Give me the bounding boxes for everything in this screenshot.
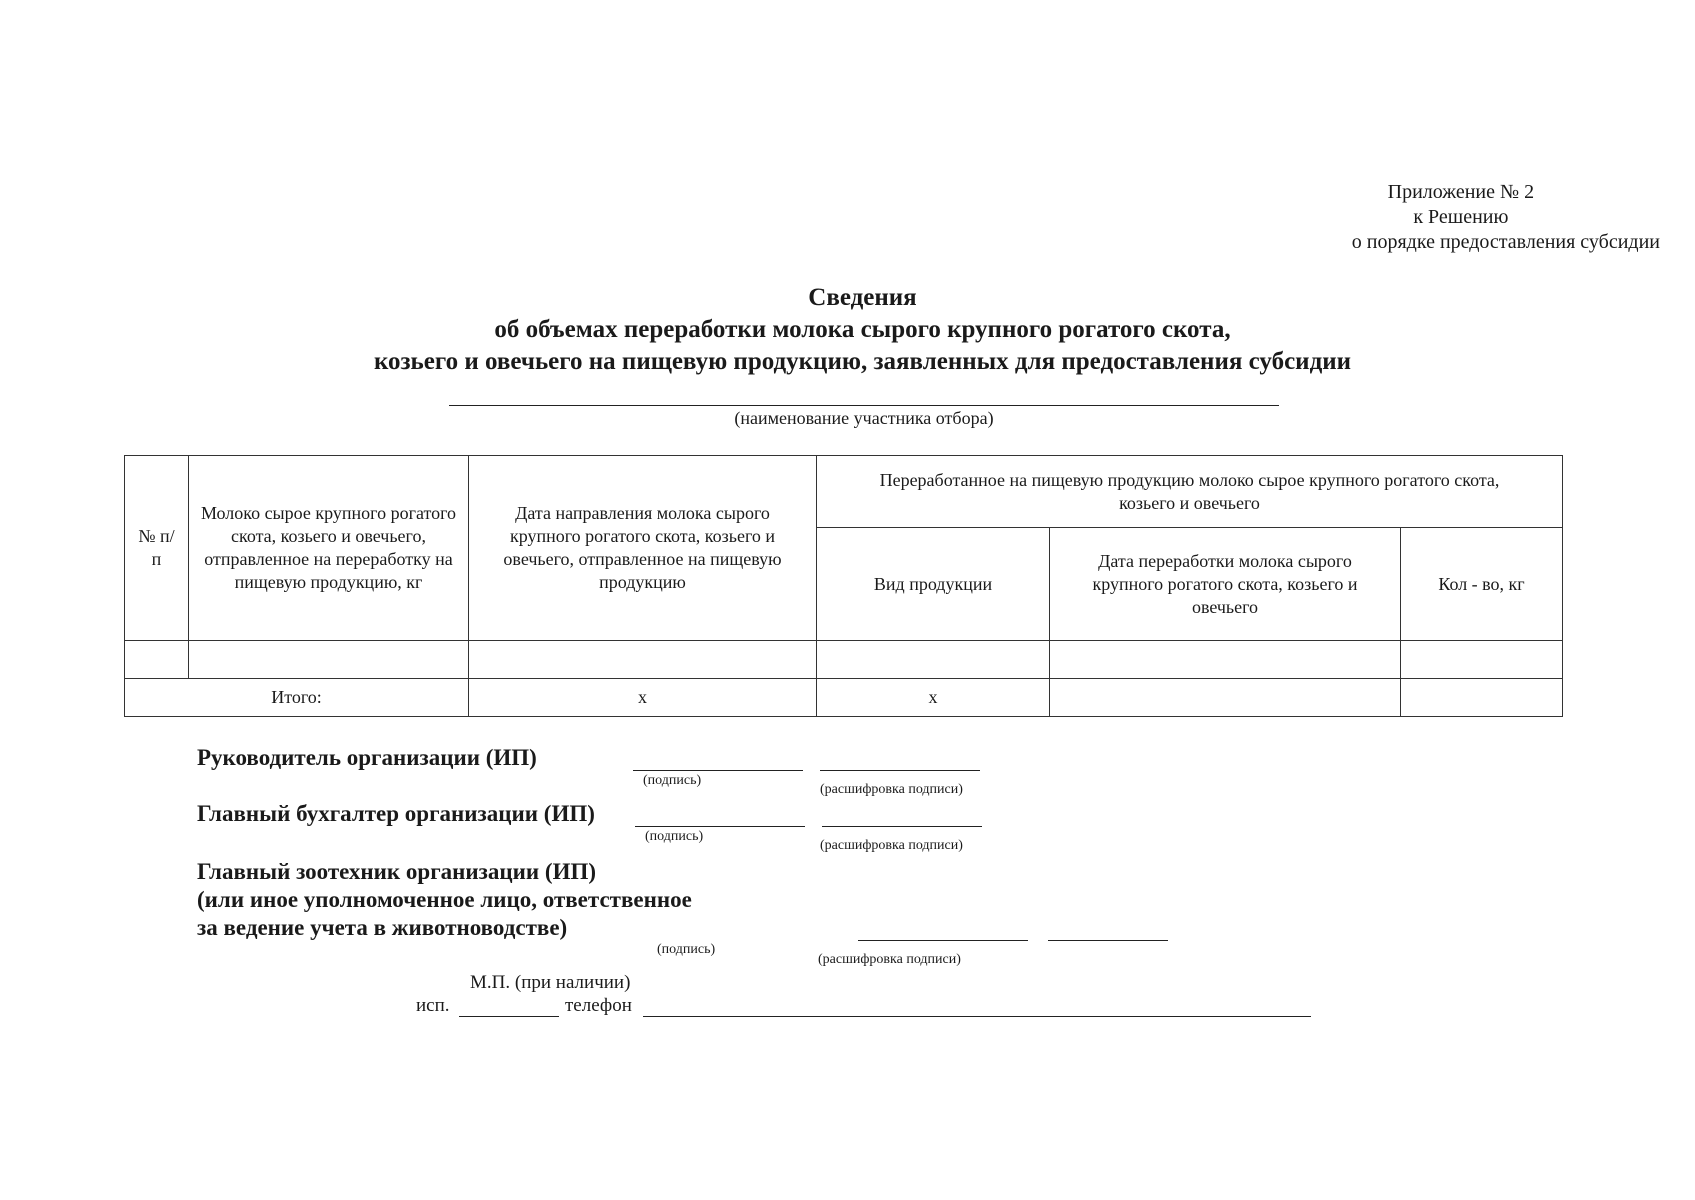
zootech-signature-line[interactable] <box>858 940 1028 941</box>
header-date-sent: Дата направления молока сырого крупного рогатого скота, козьего и овечьего, отправленное на пищевую продукцию <box>469 456 817 641</box>
appendix-note <box>1351 180 1660 255</box>
header-product-type: Вид продукции <box>817 528 1050 641</box>
table-header-row-1 <box>125 456 1563 528</box>
cell-product-type[interactable] <box>817 641 1050 679</box>
head-label: Руководитель организации (ИП) <box>197 745 537 770</box>
accountant-signature-caption: (подпись) <box>645 829 704 844</box>
participant-name-line[interactable] <box>449 405 1279 406</box>
zootech-label-line-3: за ведение учета в животноводстве) <box>197 915 568 940</box>
cell-num[interactable] <box>125 641 189 679</box>
total-date-sent: х <box>469 679 817 717</box>
title-line-1: Сведения <box>808 284 917 311</box>
zootech-signature-caption: (подпись) <box>657 942 716 957</box>
accountant-decoding-line[interactable] <box>822 826 982 827</box>
header-num: № п/п <box>125 456 189 641</box>
header-processed-group: Переработанное на пищевую продукцию молоко сырое крупного рогатого скота, козьего и овечьего <box>817 456 1563 528</box>
cell-milk-sent[interactable] <box>189 641 469 679</box>
cell-processing-date[interactable] <box>1050 641 1401 679</box>
head-decoding-line[interactable] <box>820 770 980 771</box>
total-quantity[interactable] <box>1401 679 1563 717</box>
cell-date-sent[interactable] <box>469 641 817 679</box>
zootech-label-line-1: Главный зоотехник организации (ИП) <box>197 859 597 884</box>
head-signature-caption: (подпись) <box>643 773 702 788</box>
total-product-type: х <box>817 679 1050 717</box>
head-signature-line[interactable] <box>633 770 803 771</box>
head-decoding-caption: (расшифровка подписи) <box>820 782 963 797</box>
phone-line[interactable] <box>643 1016 1311 1017</box>
appendix-line-3: о порядке предоставления субсидии <box>1351 231 1660 253</box>
appendix-line-2: к Решению <box>1413 206 1509 228</box>
zootech-decoding-caption: (расшифровка подписи) <box>818 952 961 967</box>
cell-quantity[interactable] <box>1401 641 1563 679</box>
header-milk-sent: Молоко сырое крупного рогатого скота, козьего и овечьего, отправленное на переработку на пищевую продукцию, кг <box>189 456 469 641</box>
participant-caption: (наименование участника отбора) <box>734 408 994 428</box>
accountant-label: Главный бухгалтер организации (ИП) <box>197 801 595 826</box>
document-title <box>0 282 1695 378</box>
phone-label: телефон <box>565 995 632 1016</box>
zootech-label-line-2: (или иное уполномоченное лицо, ответственное <box>197 887 692 912</box>
accountant-decoding-caption: (расшифровка подписи) <box>820 838 963 853</box>
total-processing-date[interactable] <box>1050 679 1401 717</box>
title-line-2: об объемах переработки молока сырого крупного рогатого скота, <box>494 316 1231 343</box>
executor-line[interactable] <box>459 1016 559 1017</box>
zootech-label <box>197 858 692 942</box>
executor-prefix: исп. <box>416 995 450 1016</box>
stamp-label: М.П. (при наличии) <box>470 972 631 993</box>
accountant-signature-line[interactable] <box>635 826 805 827</box>
header-quantity: Кол - во, кг <box>1401 528 1563 641</box>
total-label: Итого: <box>125 679 469 717</box>
table-row <box>125 641 1563 679</box>
title-line-3: козьего и овечьего на пищевую продукцию, заявленных для предоставления субсидии <box>373 348 1352 375</box>
header-processing-date: Дата переработки молока сырого крупного рогатого скота, козьего и овечьего <box>1050 528 1401 641</box>
data-table <box>124 455 1563 717</box>
appendix-line-1: Приложение № 2 <box>1387 181 1535 203</box>
zootech-decoding-line[interactable] <box>1048 940 1168 941</box>
table-total-row <box>125 679 1563 717</box>
